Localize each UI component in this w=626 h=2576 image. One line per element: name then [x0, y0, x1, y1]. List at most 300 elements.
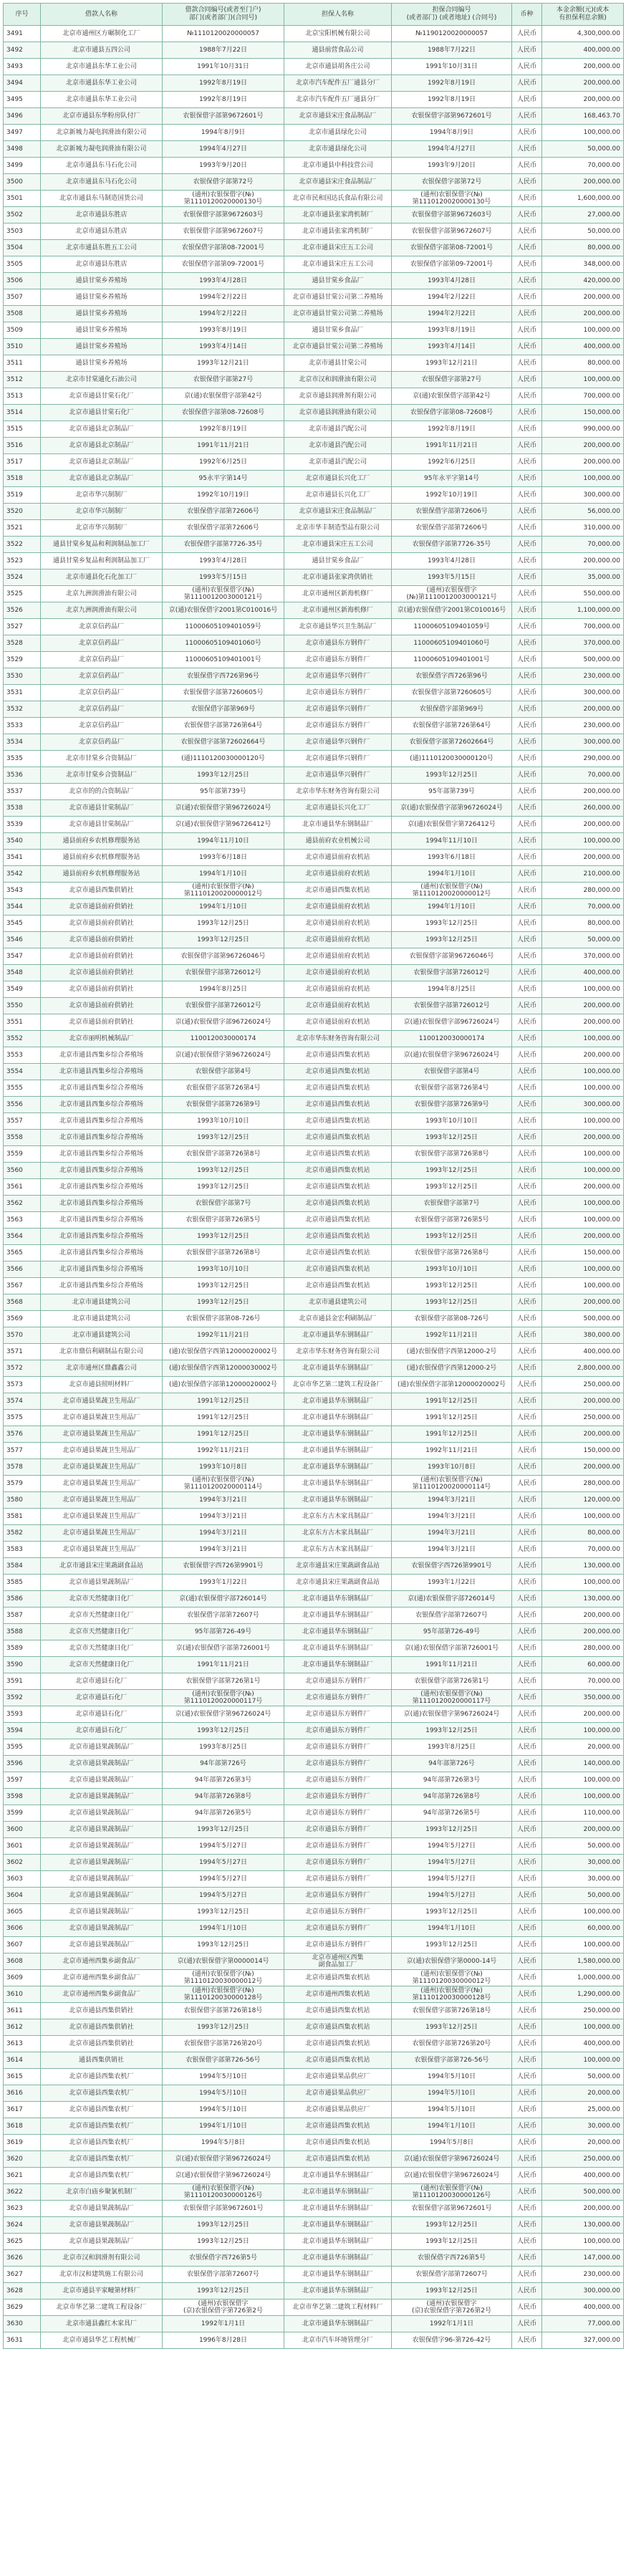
borrower-name: 北京市通县果蔬制品厂: [41, 1871, 163, 1888]
borrower-name: 北京市通县北京制品厂: [41, 438, 163, 454]
row-seq: 3568: [4, 1294, 41, 1311]
guarantor-name: 北京市通州西集农机站: [284, 1986, 392, 2003]
borrower-name: 北京市通县果蔬制品厂: [41, 1739, 163, 1756]
loan-contract-no: 农银保借字部第72606号: [163, 520, 284, 537]
guarantor-name: 北京市通县华东钢制品厂: [284, 2234, 392, 2250]
guarantor-name: 北京市通州区新海机修厂: [284, 586, 392, 602]
currency: 人民币: [512, 1031, 542, 1047]
guarantee-contract-no: 京(通)农银保借字2001第C010016号: [392, 602, 512, 619]
currency: 人民币: [512, 635, 542, 652]
currency: 人民币: [512, 1706, 542, 1723]
loan-contract-no: 1993年12月25日: [163, 1278, 284, 1294]
row-seq: 3569: [4, 1311, 41, 1327]
guarantee-contract-no: (通州)农银保借字(№) 第1110120020000012号: [392, 883, 512, 899]
currency: 人民币: [512, 800, 542, 817]
guarantee-contract-no: 1994年11月10日: [392, 833, 512, 850]
guarantee-contract-no: 1993年12月25日: [392, 2217, 512, 2234]
guarantor-name: 北京市通县华东钢制品厂: [284, 1443, 392, 1459]
row-seq: 3583: [4, 1542, 41, 1558]
row-seq: 3498: [4, 141, 41, 158]
currency: 人民币: [512, 652, 542, 668]
row-seq: 3606: [4, 1921, 41, 1937]
table-row: [4, 1459, 624, 1476]
loan-contract-no: 1992年11月21日: [163, 1443, 284, 1459]
principal-balance: 400,000.00: [542, 2036, 624, 2052]
currency: 人民币: [512, 998, 542, 1014]
table-row: [4, 767, 624, 784]
guarantor-name: 北京市通县西集农机站: [284, 1080, 392, 1097]
table-row: [4, 833, 624, 850]
loan-contract-no: 95年部第726-49号: [163, 1624, 284, 1640]
row-seq: 3546: [4, 932, 41, 948]
currency: 人民币: [512, 256, 542, 273]
guarantee-contract-no: 1994年5月27日: [392, 1871, 512, 1888]
loan-contract-no: 农银保借字部第72606号: [163, 504, 284, 520]
table-row: [4, 438, 624, 454]
guarantee-contract-no: 农银保借字西726第96号: [392, 668, 512, 685]
guarantor-name: 北京市通县华兴钢件厂: [284, 701, 392, 718]
guarantee-contract-no: 农银保借字部第726第9号: [392, 1097, 512, 1113]
principal-balance: 1,580,000.00: [542, 1953, 624, 1970]
row-seq: 3557: [4, 1113, 41, 1130]
row-seq: 3590: [4, 1657, 41, 1673]
loan-contract-no: 农银保借字部第7号: [163, 1196, 284, 1212]
loan-contract-no: (通)农银保借字西第12000020002号: [163, 1344, 284, 1360]
guarantor-name: 北京市通县东方钢件厂: [284, 1822, 392, 1838]
loan-contract-no: 京(通)农银保借字第96726024号: [163, 2151, 284, 2168]
borrower-name: 北京市通县果蔬卫生用品厂: [41, 1476, 163, 1492]
guarantee-contract-no: 1991年12月25日: [392, 1426, 512, 1443]
currency: 人民币: [512, 685, 542, 701]
currency: 人民币: [512, 2135, 542, 2151]
row-seq: 3585: [4, 1575, 41, 1591]
loan-contract-no: №1110120020000057: [163, 26, 284, 42]
currency: 人民币: [512, 817, 542, 833]
principal-balance: 20,000.00: [542, 2135, 624, 2151]
borrower-name: 北京市通县果蔬制品厂: [41, 1855, 163, 1871]
principal-balance: 150,000.00: [542, 405, 624, 421]
row-seq: 3525: [4, 586, 41, 602]
guarantor-name: 北京市通县长兴化工厂: [284, 800, 392, 817]
guarantee-contract-no: 1100120030000174: [392, 1031, 512, 1047]
loan-contract-no: 农银保借字部第726012号: [163, 998, 284, 1014]
guarantee-contract-no: 农银保借字部第9672607号: [392, 224, 512, 240]
guarantor-name: 北京市通县西集农机站: [284, 1245, 392, 1261]
guarantee-contract-no: 1994年8月9日: [392, 125, 512, 141]
currency: 人民币: [512, 899, 542, 915]
borrower-name: 北京京信药品厂: [41, 652, 163, 668]
currency: 人民币: [512, 2299, 542, 2316]
principal-balance: 200,000.00: [542, 1426, 624, 1443]
principal-balance: 200,000.00: [542, 59, 624, 75]
table-row: [4, 1706, 624, 1723]
loan-contract-no: 农银保借字部第08-72608号: [163, 405, 284, 421]
borrower-name: 北京市通县西集乡综合养殖场: [41, 1047, 163, 1064]
currency: 人民币: [512, 2003, 542, 2019]
guarantee-contract-no: 京(通)农银保借字部第42号: [392, 388, 512, 405]
currency: 人民币: [512, 372, 542, 388]
borrower-name: 北京市通县建筑公司: [41, 1294, 163, 1311]
table-row: [4, 1476, 624, 1492]
currency: 人民币: [512, 932, 542, 948]
guarantee-contract-no: 农银保借字部第72606号: [392, 520, 512, 537]
borrower-name: 北京新城力凝电润滑油有限公司: [41, 125, 163, 141]
loan-contract-no: (通州)农银保借字(№) 第1110120030000012号: [163, 1970, 284, 1986]
currency: 人民币: [512, 2019, 542, 2036]
table-row: [4, 2201, 624, 2217]
loan-contract-no: 京(通)农银保借字部第42号: [163, 388, 284, 405]
table-row: [4, 306, 624, 322]
loan-contract-no: 农银保借字部第726第8号: [163, 1245, 284, 1261]
borrower-name: 北京市通县西集乡综合养殖场: [41, 1245, 163, 1261]
currency: 人民币: [512, 553, 542, 569]
guarantee-contract-no: 1994年1月10日: [392, 899, 512, 915]
currency: 人民币: [512, 866, 542, 883]
principal-balance: 200,000.00: [542, 454, 624, 471]
guarantee-contract-no: 1993年5月15日: [392, 569, 512, 586]
table-row: [4, 1443, 624, 1459]
currency: 人民币: [512, 619, 542, 635]
principal-balance: 1,100,000.00: [542, 602, 624, 619]
loan-contract-no: 1993年12月25日: [163, 915, 284, 932]
principal-balance: 100,000.00: [542, 1113, 624, 1130]
loan-contract-no: (通州)农银保借字(№) 第1110120020000012号: [163, 883, 284, 899]
principal-balance: 100,000.00: [542, 471, 624, 487]
row-seq: 3522: [4, 537, 41, 553]
loan-contract-no: 1993年10月10日: [163, 1113, 284, 1130]
principal-balance: 400,000.00: [542, 2299, 624, 2316]
row-seq: 3552: [4, 1031, 41, 1047]
guarantee-contract-no: 1993年9月20日: [392, 158, 512, 174]
borrower-name: 北京市通县东马石化公司: [41, 174, 163, 191]
guarantor-name: 北京市通县果品供应厂: [284, 2102, 392, 2118]
currency: 人民币: [512, 504, 542, 520]
currency: 人民币: [512, 883, 542, 899]
guarantee-contract-no: 1991年10月31日: [392, 59, 512, 75]
principal-balance: 250,000.00: [542, 2151, 624, 2168]
principal-balance: 327,000.00: [542, 2332, 624, 2349]
row-seq: 3491: [4, 26, 41, 42]
row-seq: 3625: [4, 2234, 41, 2250]
guarantor-name: 北京市汽车环境管理分厂: [284, 2332, 392, 2349]
table-row: [4, 602, 624, 619]
table-row: [4, 2267, 624, 2283]
principal-balance: 200,000.00: [542, 92, 624, 108]
currency: 人民币: [512, 1196, 542, 1212]
guarantee-contract-no: 农银保借字部第969号: [392, 701, 512, 718]
guarantee-contract-no: (通州)农银保借字(№) 第1110120020000130号: [392, 191, 512, 207]
borrower-name: 北京市通县果蔬制品厂: [41, 1789, 163, 1805]
borrower-name: 北京市通县石化厂: [41, 1723, 163, 1739]
borrower-name: 北京市通县果蔬卫生用品厂: [41, 1393, 163, 1410]
table-row: [4, 1031, 624, 1047]
row-seq: 3582: [4, 1525, 41, 1542]
guarantor-name: 北京市汽车配件五厂通县分厂: [284, 92, 392, 108]
row-seq: 3605: [4, 1904, 41, 1921]
guarantor-name: 北京市通县前府农机站: [284, 965, 392, 981]
currency: 人民币: [512, 125, 542, 141]
currency: 人民币: [512, 405, 542, 421]
table-row: [4, 2118, 624, 2135]
currency: 人民币: [512, 1937, 542, 1953]
borrower-name: 北京市通县鑫红木家具厂: [41, 2316, 163, 2332]
guarantor-name: 北京市通县西集农机站: [284, 2019, 392, 2036]
guarantor-name: 北京市通县甘棠公司第二养殖场: [284, 289, 392, 306]
principal-balance: 30,000.00: [542, 2118, 624, 2135]
row-seq: 3512: [4, 372, 41, 388]
borrower-name: 北京市汉和建筑施工有限公司: [41, 2267, 163, 2283]
row-seq: 3529: [4, 652, 41, 668]
table-row: [4, 2151, 624, 2168]
currency: 人民币: [512, 1047, 542, 1064]
guarantee-contract-no: 1994年8月25日: [392, 981, 512, 998]
row-seq: 3629: [4, 2299, 41, 2316]
guarantee-contract-no: 1993年1月22日: [392, 1575, 512, 1591]
principal-balance: 130,000.00: [542, 2217, 624, 2234]
principal-balance: 50,000.00: [542, 932, 624, 948]
loan-contract-no: 农银保借字部第9672601号: [163, 108, 284, 125]
guarantee-contract-no: 1994年2月22日: [392, 306, 512, 322]
guarantee-contract-no: 1994年3月21日: [392, 1525, 512, 1542]
table-row: [4, 915, 624, 932]
guarantor-name: 北京市通县东方钢件厂: [284, 1723, 392, 1739]
row-seq: 3540: [4, 833, 41, 850]
principal-balance: 300,000.00: [542, 685, 624, 701]
guarantee-contract-no: 1991年12月25日: [392, 1410, 512, 1426]
table-row: [4, 2085, 624, 2102]
currency: 人民币: [512, 701, 542, 718]
currency: 人民币: [512, 26, 542, 42]
row-seq: 3592: [4, 1690, 41, 1706]
column-header: 借款人名称: [41, 4, 163, 26]
loan-contract-no: 1994年11月10日: [163, 833, 284, 850]
currency: 人民币: [512, 108, 542, 125]
borrower-name: 北京市通县前府供销社: [41, 915, 163, 932]
principal-balance: 1,600,000.00: [542, 191, 624, 207]
loan-contract-no: 1994年5月27日: [163, 1855, 284, 1871]
table-row: [4, 1492, 624, 1509]
principal-balance: 310,000.00: [542, 520, 624, 537]
principal-balance: 200,000.00: [542, 1393, 624, 1410]
currency: 人民币: [512, 1261, 542, 1278]
currency: 人民币: [512, 1130, 542, 1146]
borrower-name: 北京市通县西集乡综合养殖场: [41, 1064, 163, 1080]
loan-contract-no: 京(通)农银保借字第96726024号: [163, 1047, 284, 1064]
currency: 人民币: [512, 2184, 542, 2201]
borrower-name: 北京京信药品厂: [41, 668, 163, 685]
table-row: [4, 965, 624, 981]
currency: 人民币: [512, 1327, 542, 1344]
principal-balance: 70,000.00: [542, 899, 624, 915]
principal-balance: 25,000.00: [542, 2102, 624, 2118]
row-seq: 3519: [4, 487, 41, 504]
guarantor-name: 北京市通县宋庄食品制品厂: [284, 174, 392, 191]
currency: 人民币: [512, 751, 542, 767]
row-seq: 3506: [4, 273, 41, 289]
currency: 人民币: [512, 1113, 542, 1130]
borrower-name: 北京市甘棠乡合资制品厂: [41, 767, 163, 784]
borrower-name: 北京市通县果蔬制品厂: [41, 2201, 163, 2217]
currency: 人民币: [512, 1294, 542, 1311]
table-row: [4, 141, 624, 158]
principal-balance: 110,000.00: [542, 1805, 624, 1822]
guarantee-contract-no: (通州)农银保借字 (№)第1110012003000121号: [392, 586, 512, 602]
table-row: [4, 1756, 624, 1772]
loan-contract-no: 95永平字第14号: [163, 471, 284, 487]
principal-balance: 550,000.00: [542, 586, 624, 602]
guarantor-name: 北京市通县华东钢制品厂: [284, 1607, 392, 1624]
guarantor-name: 北京东方古木家具制品厂: [284, 1542, 392, 1558]
borrower-name: 北京市通县果蔬制品厂: [41, 1888, 163, 1904]
guarantee-contract-no: 94年部第726号: [392, 1756, 512, 1772]
borrower-name: 北京市通县西集乡综合养殖场: [41, 1130, 163, 1146]
principal-balance: 100,000.00: [542, 1196, 624, 1212]
guarantor-name: 北京市通县宋庄食品制品厂: [284, 108, 392, 125]
guarantor-name: 北京市通县汽配公司: [284, 454, 392, 471]
column-header: 本金余额(元)(或本 有担保利息余额): [542, 4, 624, 26]
loan-contract-no: 1994年2月22日: [163, 306, 284, 322]
row-seq: 3555: [4, 1080, 41, 1097]
guarantee-contract-no: 农银保借字部第726012号: [392, 998, 512, 1014]
loan-contract-no: 1994年5月27日: [163, 1871, 284, 1888]
row-seq: 3528: [4, 635, 41, 652]
row-seq: 3541: [4, 850, 41, 866]
guarantee-contract-no: 11000605109401060号: [392, 635, 512, 652]
borrower-name: 北京市通县东胜店: [41, 256, 163, 273]
borrower-name: 北京市通县西集乡综合养殖场: [41, 1163, 163, 1179]
guarantor-name: 北京市通县东方钢件厂: [284, 1921, 392, 1937]
loan-contract-no: 1993年12月25日: [163, 2019, 284, 2036]
principal-balance: 370,000.00: [542, 635, 624, 652]
loan-contract-no: 农银保借字西726第9901号: [163, 1558, 284, 1575]
guarantee-contract-no: 农银保借字部第09-72001号: [392, 256, 512, 273]
principal-balance: 500,000.00: [542, 1311, 624, 1327]
guarantor-name: 北京市通县华东钢制品厂: [284, 1476, 392, 1492]
row-seq: 3561: [4, 1179, 41, 1196]
guarantor-name: 北京市通县润滑剂有限公司: [284, 388, 392, 405]
guarantee-contract-no: 1993年4月28日: [392, 553, 512, 569]
currency: 人民币: [512, 1607, 542, 1624]
guarantee-contract-no: 农银保借字部第726012号: [392, 965, 512, 981]
guarantor-name: 北京市通县宋庄五工公司: [284, 256, 392, 273]
row-seq: 3573: [4, 1377, 41, 1393]
guarantee-contract-no: 1994年3月21日: [392, 1509, 512, 1525]
guarantee-contract-no: 农银保借字部第72607号: [392, 1607, 512, 1624]
guarantee-contract-no: 1988年7月22日: [392, 42, 512, 59]
guarantor-name: 北京市通县华东钢制品厂: [284, 2250, 392, 2267]
table-row: [4, 751, 624, 767]
table-row: [4, 2332, 624, 2349]
guarantee-contract-no: (通州)农银保借字 (京)农银保借字第726第2号: [392, 2299, 512, 2316]
table-row: [4, 405, 624, 421]
borrower-name: 北京市通县果蔬制品厂: [41, 1805, 163, 1822]
table-row: [4, 1723, 624, 1739]
currency: 人民币: [512, 1377, 542, 1393]
table-row: [4, 1739, 624, 1756]
currency: 人民币: [512, 2036, 542, 2052]
borrower-name: 北京市通县前府供销社: [41, 965, 163, 981]
borrower-name: 北京市通县东马制造国货公司: [41, 191, 163, 207]
table-row: [4, 1080, 624, 1097]
borrower-name: 北京市通县西集农机厂: [41, 2135, 163, 2151]
loan-contract-no: 京(通)农银保借字部726014号: [163, 1591, 284, 1607]
principal-balance: 80,000.00: [542, 240, 624, 256]
currency: 人民币: [512, 850, 542, 866]
row-seq: 3502: [4, 207, 41, 224]
borrower-name: 北京市通县果蔬制品厂: [41, 1822, 163, 1838]
loan-contract-no: 农银保借字部第96726046号: [163, 948, 284, 965]
currency: 人民币: [512, 1838, 542, 1855]
table-row: [4, 1377, 624, 1393]
currency: 人民币: [512, 734, 542, 751]
principal-balance: 1,290,000.00: [542, 1986, 624, 2003]
borrower-name: 北京市通县东胜五工公司: [41, 240, 163, 256]
principal-balance: 990,000.00: [542, 421, 624, 438]
row-seq: 3577: [4, 1443, 41, 1459]
guarantor-name: 北京市通县甘棠公司第二养殖场: [284, 339, 392, 355]
loan-contract-no: 1991年10月31日: [163, 59, 284, 75]
currency: 人民币: [512, 1492, 542, 1509]
guarantee-contract-no: 1992年8月19日: [392, 92, 512, 108]
row-seq: 3524: [4, 569, 41, 586]
currency: 人民币: [512, 948, 542, 965]
principal-balance: 348,000.00: [542, 256, 624, 273]
principal-balance: 200,000.00: [542, 1822, 624, 1838]
table-row: [4, 1393, 624, 1410]
guarantee-contract-no: 京(通)农银保借字第0000-14号: [392, 1953, 512, 1970]
guarantor-name: 北京市通县西集农机站: [284, 1047, 392, 1064]
loan-contract-no: 1994年5月27日: [163, 1838, 284, 1855]
row-seq: 3580: [4, 1492, 41, 1509]
loan-contract-no: 1993年5月15日: [163, 569, 284, 586]
currency: 人民币: [512, 2250, 542, 2267]
guarantee-contract-no: 农银保借字部第726第5号: [392, 1212, 512, 1229]
guarantor-name: 北京市通县宋庄果蔬副食品站: [284, 1558, 392, 1575]
loan-contract-no: 1994年3月21日: [163, 1542, 284, 1558]
loan-contract-no: 农银保借字部第726第5号: [163, 1212, 284, 1229]
principal-balance: 230,000.00: [542, 718, 624, 734]
guarantee-contract-no: 1994年5月27日: [392, 1855, 512, 1871]
guarantee-contract-no: 1992年8月19日: [392, 75, 512, 92]
borrower-name: 北京市通州区方碾制化工厂: [41, 26, 163, 42]
table-row: [4, 207, 624, 224]
table-row: [4, 1229, 624, 1245]
loan-contract-no: 1993年8月19日: [163, 322, 284, 339]
guarantee-contract-no: 1994年5月10日: [392, 2069, 512, 2085]
loan-contract-no: 农银保借字部第08-726号: [163, 1311, 284, 1327]
guarantee-contract-no: 农银保借字部第726第64号: [392, 718, 512, 734]
borrower-name: 北京市通县北京制品厂: [41, 454, 163, 471]
row-seq: 3553: [4, 1047, 41, 1064]
principal-balance: 200,000.00: [542, 1014, 624, 1031]
loan-contract-no: 1993年12月25日: [163, 1822, 284, 1838]
borrower-name: 北京市通县西集乡综合养殖场: [41, 1113, 163, 1130]
row-seq: 3624: [4, 2217, 41, 2234]
loan-contract-no: 1994年3月21日: [163, 1525, 284, 1542]
guarantee-contract-no: 京(通)农银保借字第96726024号: [392, 2168, 512, 2184]
loan-contract-no: 农银保借字部第72607号: [163, 2267, 284, 2283]
principal-balance: 100,000.00: [542, 1937, 624, 1953]
guarantor-name: 北京市汽车配件五厂通县分厂: [284, 75, 392, 92]
table-row: [4, 2052, 624, 2069]
currency: 人民币: [512, 2151, 542, 2168]
table-row: [4, 899, 624, 915]
table-row: [4, 883, 624, 899]
row-seq: 3527: [4, 619, 41, 635]
borrower-name: 北京市通县西集农机厂: [41, 2069, 163, 2085]
guarantee-contract-no: (通)农银保借字西第12000-2号: [392, 1344, 512, 1360]
currency: 人民币: [512, 1921, 542, 1937]
